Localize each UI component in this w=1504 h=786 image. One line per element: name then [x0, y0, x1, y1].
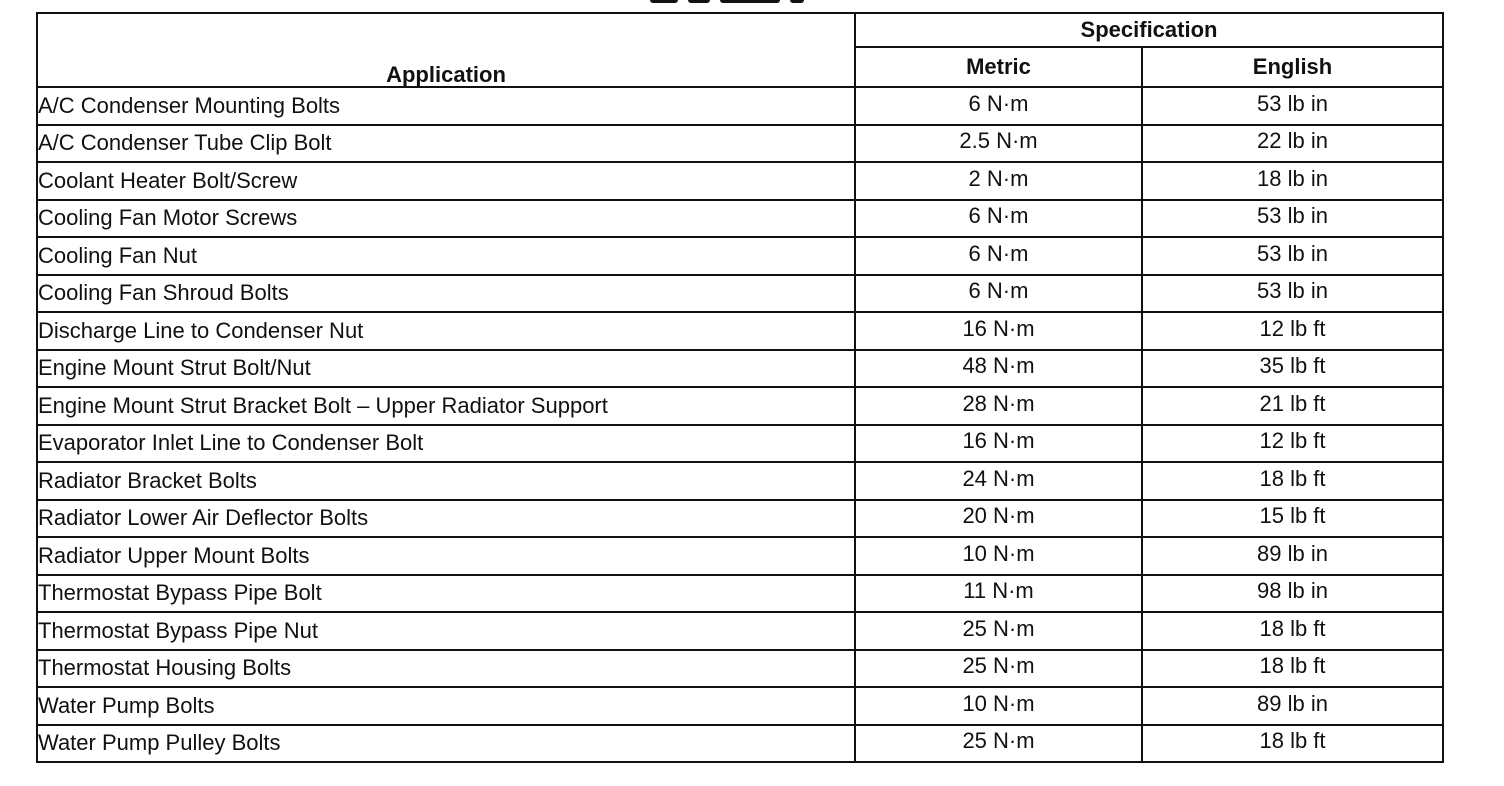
table-body — [37, 87, 1443, 762]
metric-value: 11 N·m — [963, 578, 1034, 604]
metric-value: 24 N·m — [962, 465, 1035, 491]
english-value: 12 lb ft — [1259, 315, 1326, 341]
metric-cell — [855, 387, 1142, 425]
english-cell — [1142, 537, 1443, 575]
english-cell — [1142, 87, 1443, 125]
english-cell — [1142, 650, 1443, 688]
metric-value: 25 N·m — [962, 653, 1035, 679]
application-cell: Radiator Bracket Bolts — [37, 462, 855, 500]
english-cell — [1142, 612, 1443, 650]
metric-value: 16 N·m — [962, 428, 1035, 454]
metric-cell — [855, 687, 1142, 725]
application-cell: Engine Mount Strut Bracket Bolt – Upper Radiator Support — [37, 387, 855, 425]
english-cell — [1142, 312, 1443, 350]
application-cell: Cooling Fan Shroud Bolts — [37, 275, 855, 313]
metric-cell — [855, 200, 1142, 238]
metric-value: 28 N·m — [962, 390, 1035, 416]
english-value: 53 lb in — [1257, 240, 1328, 266]
metric-cell — [855, 87, 1142, 125]
metric-cell — [855, 425, 1142, 463]
metric-value: 20 N·m — [962, 503, 1035, 529]
english-value: 53 lb in — [1257, 90, 1328, 116]
metric-value: 6 N·m — [968, 240, 1029, 266]
application-cell: Evaporator Inlet Line to Condenser Bolt — [37, 425, 855, 463]
cropped-title-remnant — [640, 0, 830, 6]
table-row — [37, 387, 1443, 425]
english-cell — [1142, 500, 1443, 538]
application-column-header: Application — [37, 13, 855, 87]
metric-cell — [855, 125, 1142, 163]
table-row — [37, 650, 1443, 688]
metric-value: 2.5 N·m — [959, 128, 1038, 154]
table-row — [37, 575, 1443, 613]
table-row — [37, 162, 1443, 200]
application-cell: A/C Condenser Tube Clip Bolt — [37, 125, 855, 163]
metric-column-header: Metric — [855, 47, 1142, 87]
metric-value: 10 N·m — [962, 690, 1035, 716]
english-value: 18 lb ft — [1259, 728, 1326, 754]
metric-cell — [855, 350, 1142, 388]
english-value: 35 lb ft — [1259, 353, 1326, 379]
table-row — [37, 87, 1443, 125]
table-row — [37, 612, 1443, 650]
metric-cell — [855, 500, 1142, 538]
table-row — [37, 350, 1443, 388]
table-row — [37, 200, 1443, 238]
table-row — [37, 312, 1443, 350]
torque-specification-table — [36, 12, 1444, 763]
metric-value: 10 N·m — [962, 540, 1035, 566]
english-value: 18 lb ft — [1259, 653, 1326, 679]
application-cell: Thermostat Bypass Pipe Bolt — [37, 575, 855, 613]
metric-cell — [855, 725, 1142, 763]
english-cell — [1142, 462, 1443, 500]
table-row — [37, 125, 1443, 163]
metric-cell — [855, 275, 1142, 313]
english-cell — [1142, 387, 1443, 425]
application-cell: Cooling Fan Motor Screws — [37, 200, 855, 238]
table-row — [37, 500, 1443, 538]
table-header — [37, 13, 1443, 87]
application-cell: Thermostat Housing Bolts — [37, 650, 855, 688]
english-value: 18 lb ft — [1259, 615, 1326, 641]
metric-value: 25 N·m — [962, 615, 1035, 641]
english-value: 89 lb in — [1257, 540, 1328, 566]
english-cell — [1142, 237, 1443, 275]
table-row — [37, 725, 1443, 763]
application-cell: Water Pump Pulley Bolts — [37, 725, 855, 763]
english-value: 21 lb ft — [1259, 390, 1326, 416]
application-cell: A/C Condenser Mounting Bolts — [37, 87, 855, 125]
english-cell — [1142, 125, 1443, 163]
metric-cell — [855, 537, 1142, 575]
metric-cell — [855, 650, 1142, 688]
english-value: 18 lb ft — [1259, 465, 1326, 491]
english-value: 18 lb in — [1257, 165, 1328, 191]
application-cell: Discharge Line to Condenser Nut — [37, 312, 855, 350]
table-row — [37, 537, 1443, 575]
metric-cell — [855, 162, 1142, 200]
english-value: 12 lb ft — [1259, 428, 1326, 454]
english-value: 22 lb in — [1257, 128, 1328, 154]
application-cell: Cooling Fan Nut — [37, 237, 855, 275]
english-value: 53 lb in — [1257, 203, 1328, 229]
english-cell — [1142, 350, 1443, 388]
metric-value: 48 N·m — [962, 353, 1035, 379]
english-cell — [1142, 425, 1443, 463]
english-value: 98 lb in — [1257, 578, 1328, 604]
table-row — [37, 687, 1443, 725]
english-cell — [1142, 575, 1443, 613]
english-cell — [1142, 725, 1443, 763]
table-row — [37, 462, 1443, 500]
metric-value: 25 N·m — [962, 728, 1035, 754]
metric-cell — [855, 462, 1142, 500]
metric-value: 16 N·m — [962, 315, 1035, 341]
english-value: 89 lb in — [1257, 690, 1328, 716]
english-cell — [1142, 162, 1443, 200]
metric-value: 2 N·m — [968, 165, 1029, 191]
table-row — [37, 275, 1443, 313]
table-row — [37, 237, 1443, 275]
application-cell: Engine Mount Strut Bolt/Nut — [37, 350, 855, 388]
english-cell — [1142, 200, 1443, 238]
table-row — [37, 425, 1443, 463]
application-cell: Coolant Heater Bolt/Screw — [37, 162, 855, 200]
english-cell — [1142, 275, 1443, 313]
metric-cell — [855, 312, 1142, 350]
metric-value: 6 N·m — [968, 90, 1029, 116]
metric-cell — [855, 237, 1142, 275]
application-cell: Water Pump Bolts — [37, 687, 855, 725]
english-column-header: English — [1142, 47, 1443, 87]
metric-cell — [855, 575, 1142, 613]
application-cell: Radiator Upper Mount Bolts — [37, 537, 855, 575]
english-value: 15 lb ft — [1259, 503, 1326, 529]
english-value: 53 lb in — [1257, 278, 1328, 304]
metric-cell — [855, 612, 1142, 650]
application-cell: Thermostat Bypass Pipe Nut — [37, 612, 855, 650]
application-cell: Radiator Lower Air Deflector Bolts — [37, 500, 855, 538]
english-cell — [1142, 687, 1443, 725]
specification-column-header: Specification — [855, 13, 1443, 47]
metric-value: 6 N·m — [968, 203, 1029, 229]
metric-value: 6 N·m — [968, 278, 1029, 304]
